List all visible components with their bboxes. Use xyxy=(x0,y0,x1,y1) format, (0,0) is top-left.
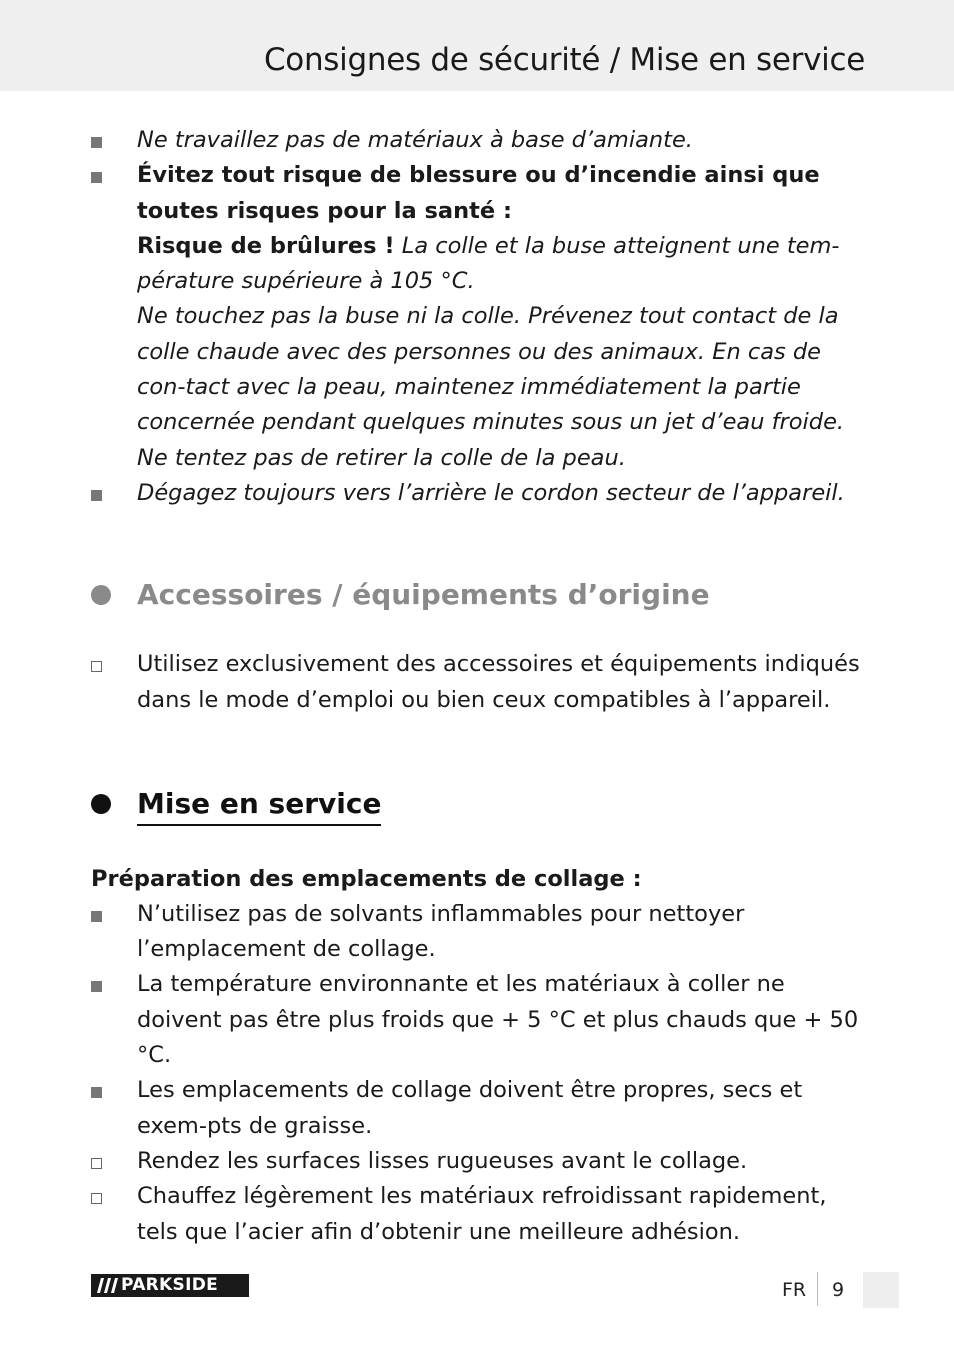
safety-asbestos-text: Ne travaillez pas de matériaux à base d’amiante. xyxy=(137,127,693,153)
list-item xyxy=(91,897,871,968)
accessories-heading xyxy=(91,577,871,613)
page-number: 9 xyxy=(832,1279,845,1301)
square-bullet-icon xyxy=(91,172,102,183)
page-tab-marker xyxy=(863,1272,899,1308)
burn-risk-text: La colle et la buse atteignent une tem-pérature supérieure à 105 °C. xyxy=(137,232,840,295)
hollow-square-bullet-icon xyxy=(91,661,102,672)
commissioning-item-text: Chauffez légèrement les matériaux refroidissant rapidement, tels que l’acier afin d’obtenir une meilleure adhésion. xyxy=(137,1183,827,1245)
square-bullet-icon xyxy=(91,137,102,148)
list-item xyxy=(91,647,871,718)
commissioning-item-text: Les emplacements de collage doivent être propres, secs et exem-pts de graisse. xyxy=(137,1077,803,1139)
square-bullet-icon xyxy=(91,981,102,992)
list-item xyxy=(91,967,871,1073)
burn-risk-label: Risque de brûlures ! xyxy=(137,232,395,259)
accessories-text: Utilisez exclusivement des accessoires et équipements indiqués dans le mode d’emploi ou bien ceux compatibles à l’appareil. xyxy=(137,651,860,713)
list-item xyxy=(91,1073,871,1144)
footer-divider xyxy=(817,1272,818,1306)
circle-bullet-icon xyxy=(91,585,111,605)
commissioning-item-text: La température environnante et les matériaux à coller ne doivent pas être plus froids que + 5 °C et plus chauds que + 50 °C. xyxy=(137,971,859,1069)
commissioning-heading-text: Mise en service xyxy=(137,786,381,826)
square-bullet-icon xyxy=(91,1087,102,1098)
square-bullet-icon xyxy=(91,490,102,501)
list-item xyxy=(91,158,871,476)
hollow-square-bullet-icon xyxy=(91,1193,102,1204)
list-item xyxy=(91,1144,871,1179)
brand-name: PARKSIDE xyxy=(121,1275,219,1295)
list-item xyxy=(91,476,871,511)
page-title: Consignes de sécurité / Mise en service xyxy=(263,42,865,78)
accessories-heading-text: Accessoires / équipements d’origine xyxy=(137,578,710,612)
subsection-title: Préparation des emplacements de collage : xyxy=(91,865,642,892)
parkside-logo xyxy=(91,1274,249,1297)
commissioning-item-text: Rendez les surfaces lisses rugueuses avant le collage. xyxy=(137,1147,748,1174)
safety-burn-paragraph xyxy=(137,229,871,300)
circle-bullet-icon xyxy=(91,794,111,814)
commissioning-item-text: N’utilisez pas de solvants inflammables pour nettoyer l’emplacement de collage. xyxy=(137,900,745,963)
main-content xyxy=(91,123,871,1250)
safety-warning-title: Évitez tout risque de blessure ou d’incendie ainsi que toutes risques pour la santé : xyxy=(137,162,820,224)
commissioning-heading xyxy=(91,786,871,826)
safety-cord-text: Dégagez toujours vers l’arrière le cordon secteur de l’appareil. xyxy=(137,479,845,506)
list-item xyxy=(91,1179,871,1250)
language-code: FR xyxy=(782,1279,807,1301)
logo-stripes-icon xyxy=(91,1274,121,1297)
hollow-square-bullet-icon xyxy=(91,1158,102,1169)
list-item xyxy=(91,123,871,158)
safety-burn-details: Ne touchez pas la buse ni la colle. Prévenez tout contact de la colle chaude avec des personnes ou des animaux. En cas de con-tact avec la peau, maintenez immédiatement la partie concernée pendant quelques minutes sous un jet d’eau froide. Ne tentez pas de retirer la colle de la peau. xyxy=(137,303,845,471)
square-bullet-icon xyxy=(91,911,102,922)
